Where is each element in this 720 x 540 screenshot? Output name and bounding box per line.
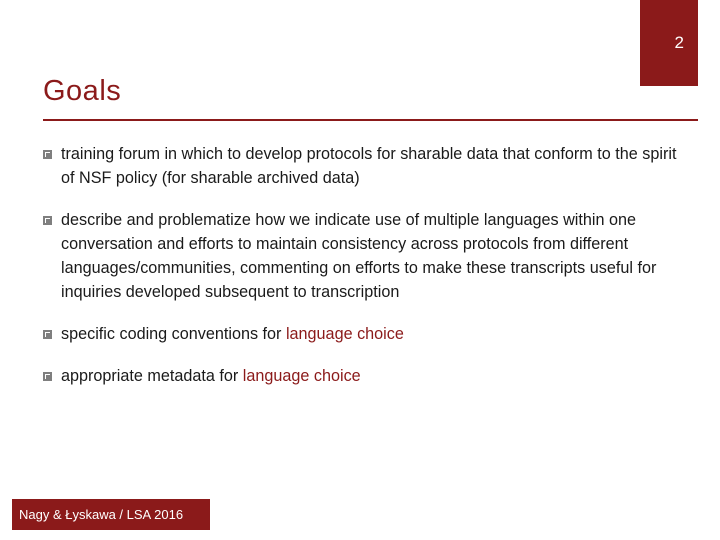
bullet-item — [43, 364, 688, 388]
title-divider — [43, 119, 698, 121]
bullet-text-part: appropriate metadata for — [61, 367, 243, 385]
bullet-list — [43, 142, 688, 388]
bullet-text-highlight: language choice — [285, 325, 404, 343]
bullet-text-part: specific coding conventions for — [61, 325, 286, 343]
bullet-text — [61, 364, 688, 388]
bullet-text — [61, 208, 688, 304]
square-bullet-icon — [43, 150, 52, 159]
bullet-item — [43, 208, 688, 304]
bullet-item — [43, 322, 688, 346]
footer-badge — [12, 499, 210, 530]
square-bullet-icon — [43, 216, 52, 225]
bullet-item — [43, 142, 688, 190]
page-number: 2 — [674, 33, 684, 52]
bullet-text — [61, 322, 688, 346]
square-bullet-icon — [43, 372, 52, 381]
bullet-text — [61, 142, 688, 190]
bullet-text-highlight: language choice — [242, 367, 361, 385]
slide-title: Goals — [43, 75, 122, 108]
bullet-text-part: training forum in which to develop protocols for sharable data that conform to the spirit of NSF policy (for sharable archived data) — [61, 145, 677, 187]
footer-citation: Nagy & Łyskawa / LSA 2016 — [19, 507, 184, 522]
square-bullet-icon — [43, 330, 52, 339]
page-number-badge — [640, 0, 698, 86]
bullet-text-part: describe and problematize how we indicate use of multiple languages within one conversation and efforts to maintain consistency across protocols from different languages/communities, commenting on efforts to make these transcripts useful for inquiries developed subsequent to transcription — [61, 211, 657, 301]
